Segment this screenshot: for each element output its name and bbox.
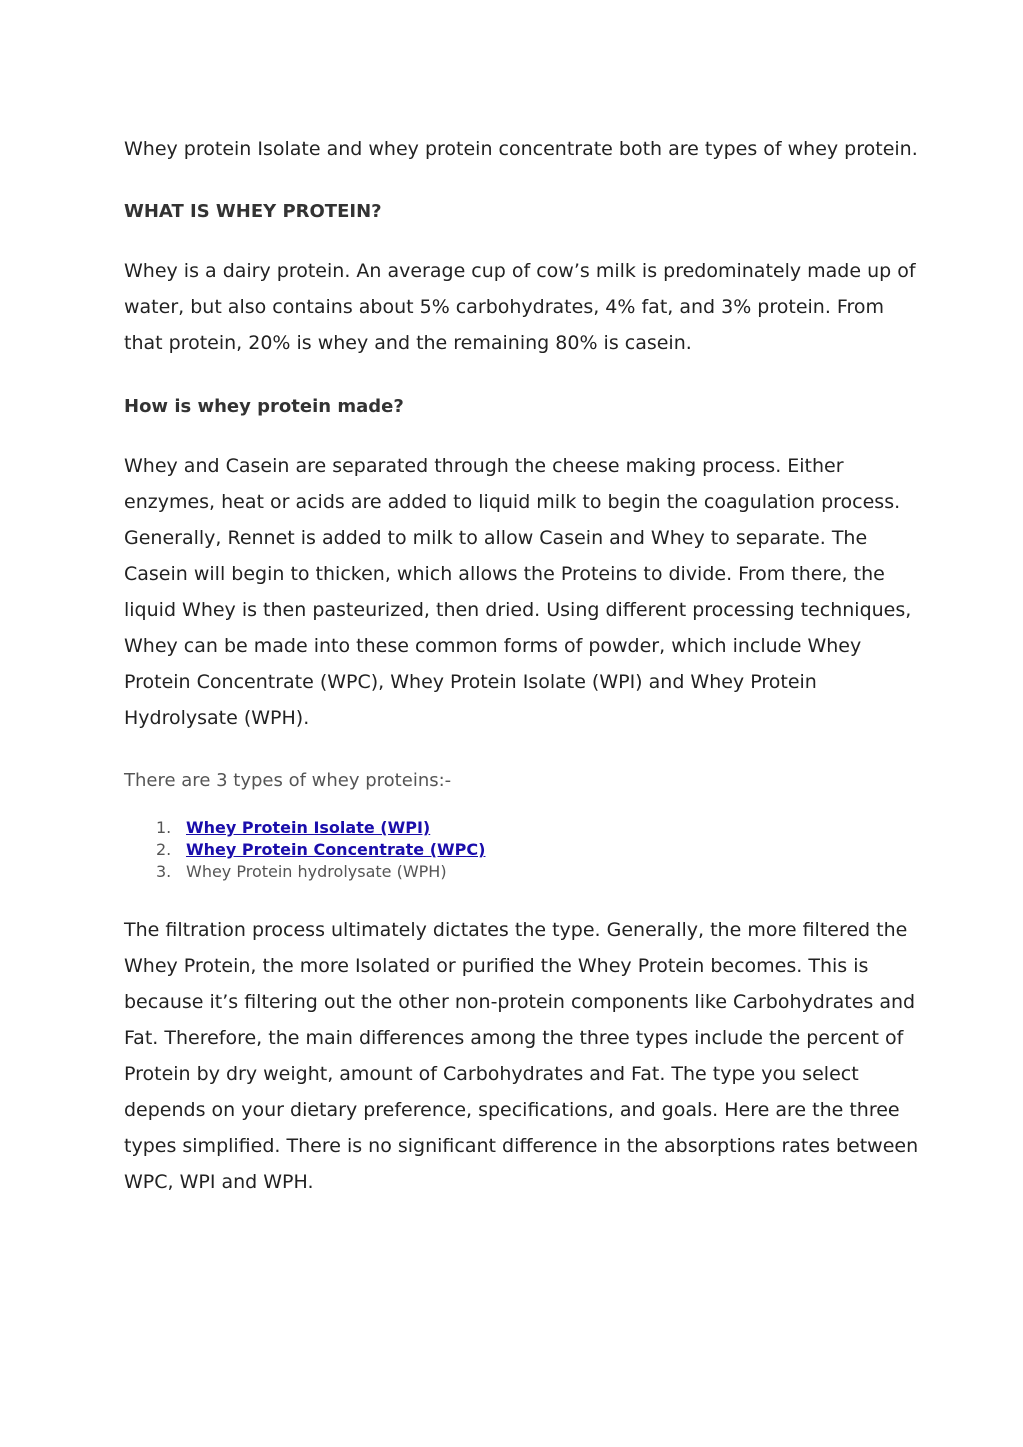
paragraph-how-made <box>124 448 911 736</box>
types-list <box>124 817 485 883</box>
paragraph-line: Whey Protein, the more Isolated or purified the Whey Protein becomes. This is <box>124 955 869 977</box>
paragraph-line: Hydrolysate (WPH). <box>124 707 310 729</box>
paragraph-what-is-whey <box>124 253 916 361</box>
paragraph-line: liquid Whey is then pasteurized, then dried. Using different processing techniques, <box>124 599 912 621</box>
paragraph-line: The filtration process ultimately dictates the type. Generally, the more filtered the <box>124 919 908 941</box>
link-whey-protein-concentrate[interactable]: Whey Protein Concentrate (WPC) <box>186 840 486 859</box>
paragraph-line: Fat. Therefore, the main differences among the three types include the percent of <box>124 1027 904 1049</box>
list-number: 2. <box>156 840 172 859</box>
paragraph-line: WPC, WPI and WPH. <box>124 1171 314 1193</box>
paragraph-line: Protein by dry weight, amount of Carbohydrates and Fat. The type you select <box>124 1063 859 1085</box>
types-intro: There are 3 types of whey proteins:- <box>124 770 452 791</box>
paragraph-line: depends on your dietary preference, specifications, and goals. Here are the three <box>124 1099 900 1121</box>
paragraph-line: Generally, Rennet is added to milk to allow Casein and Whey to separate. The <box>124 527 868 549</box>
list-item <box>124 817 485 839</box>
paragraph-line: water, but also contains about 5% carbohydrates, 4% fat, and 3% protein. From <box>124 296 884 318</box>
paragraph-line: enzymes, heat or acids are added to liquid milk to begin the coagulation process. <box>124 491 901 513</box>
paragraph-line: Whey can be made into these common forms of powder, which include Whey <box>124 635 862 657</box>
paragraph-line: Protein Concentrate (WPC), Whey Protein Isolate (WPI) and Whey Protein <box>124 671 817 693</box>
list-item-hydrolysate: Whey Protein hydrolysate (WPH) <box>186 862 447 881</box>
list-item <box>124 861 485 883</box>
link-whey-protein-isolate[interactable]: Whey Protein Isolate (WPI) <box>186 818 431 837</box>
list-number: 3. <box>156 862 172 881</box>
intro-paragraph: Whey protein Isolate and whey protein concentrate both are types of whey protein. <box>124 138 918 160</box>
heading-how-made: How is whey protein made? <box>124 396 404 417</box>
paragraph-line: because it’s filtering out the other non-protein components like Carbohydrates and <box>124 991 916 1013</box>
paragraph-line: that protein, 20% is whey and the remaining 80% is casein. <box>124 332 692 354</box>
paragraph-line: Whey and Casein are separated through the cheese making process. Either <box>124 455 844 477</box>
paragraph-filtration <box>124 912 918 1200</box>
paragraph-line: Casein will begin to thicken, which allows the Proteins to divide. From there, the <box>124 563 885 585</box>
heading-what-is-whey: WHAT IS WHEY PROTEIN? <box>124 201 382 222</box>
list-number: 1. <box>156 818 172 837</box>
paragraph-line: Whey is a dairy protein. An average cup of cow’s milk is predominately made up of <box>124 260 916 282</box>
list-item <box>124 839 485 861</box>
paragraph-line: types simplified. There is no significant difference in the absorptions rates between <box>124 1135 919 1157</box>
